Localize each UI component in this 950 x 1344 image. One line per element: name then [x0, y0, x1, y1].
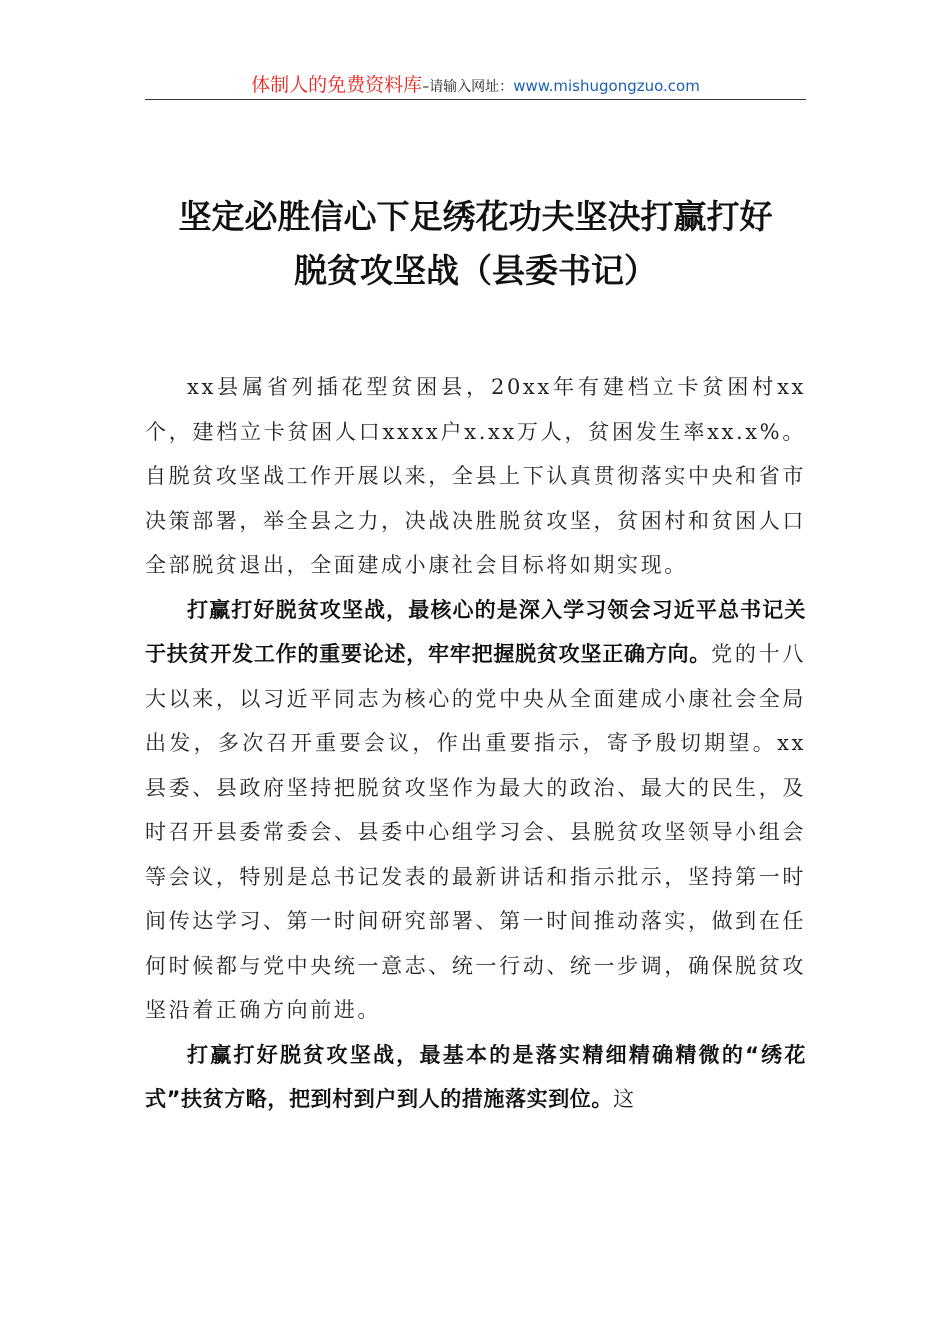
document-body: [145, 365, 806, 1122]
site-header: [145, 70, 806, 100]
title-line-2: 脱贫攻坚战（县委书记）: [294, 251, 657, 290]
header-brand: 体制人的免费资料库: [251, 74, 423, 96]
paragraph-1-text: xx县属省列插花型贫困县，20xx年有建档立卡贫困村xx个，建档立卡贫困人口xxxx户x.xx万人，贫困发生率xx.x%。自脱贫攻坚战工作开展以来，全县上下认真贯彻落实中央和省市决策部署，举全县之力，决战决胜脱贫攻坚，贫困村和贫困人口全部脱贫退出，全面建成小康社会目标将如期实现。: [145, 375, 806, 577]
paragraph-2: [145, 588, 806, 1033]
paragraph-2-lead: 打赢打好脱贫攻坚战，最核心的是深入学习领会习近平总书记关于扶贫开发工作的重要论述，牢牢把握脱贫攻坚正确方向。: [145, 597, 806, 666]
paragraph-3-lead: 打赢打好脱贫攻坚战，最基本的是落实精细精确精微的“绣花式”扶贫方略，把到村到户到人的措施落实到位。: [145, 1042, 806, 1111]
title-line-1: 坚定必胜信心下足绣花功夫坚决打赢打好: [178, 197, 773, 236]
header-divider: [145, 99, 806, 100]
paragraph-3-text: 这: [613, 1087, 637, 1111]
paragraph-1: [145, 365, 806, 588]
header-url-link[interactable]: www.mishugongzuo.com: [513, 77, 700, 95]
header-prompt: –请输入网址：: [422, 79, 514, 95]
document-title: [145, 190, 806, 298]
paragraph-2-text: 党的十八大以来，以习近平同志为核心的党中央从全面建成小康社会全局出发，多次召开重要会议，作出重要指示，寄予殷切期望。xx县委、县政府坚持把脱贫攻坚作为最大的政治、最大的民生，及时召开县委常委会、县委中心组学习会、县脱贫攻坚领导小组会等会议，特别是总书记发表的最新讲话和指示批示，坚持第一时间传达学习、第一时间研究部署、第一时间推动落实，做到在任何时候都与党中央统一意志、统一行动、统一步调，确保脱贫攻坚沿着正确方向前进。: [145, 642, 806, 1022]
paragraph-3: [145, 1033, 806, 1122]
